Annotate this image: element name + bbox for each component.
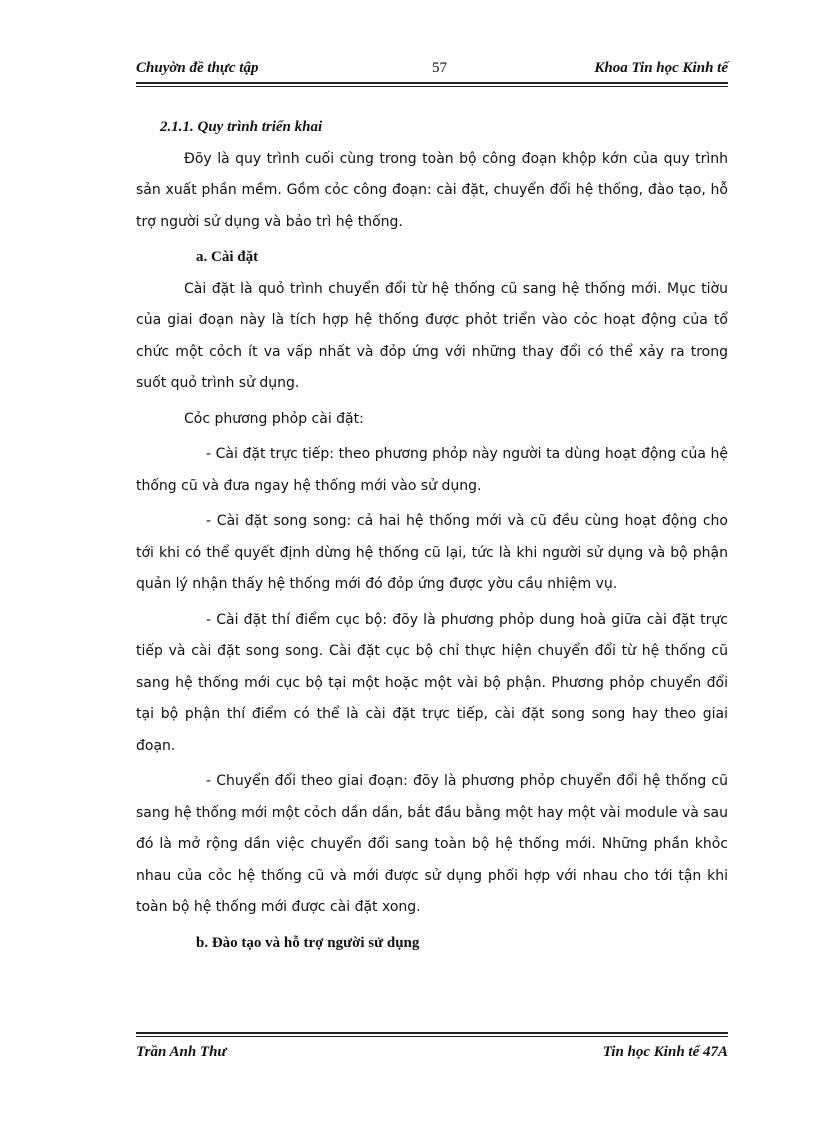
- header-course-title: Chuyờn đề thực tập: [136, 60, 259, 76]
- page-content: [136, 112, 728, 959]
- footer-class: Tin học Kinh tế 47A: [602, 1044, 728, 1060]
- subsection-b-title: b. Đào tạo và hỗ trợ người sử dụng: [196, 934, 420, 951]
- footer-author: Trần Anh Thư: [136, 1044, 227, 1060]
- footer-rule-thin: [136, 1036, 728, 1037]
- method-item-direct: - Cài đặt trực tiếp: theo phương phỏp này người ta dùng hoạt động của hệ thống cũ và đưa ngay hệ thống mới vào sử dụng.: [136, 446, 728, 494]
- header-rule-thick: [136, 82, 728, 84]
- page-footer: [136, 1044, 728, 1066]
- section-title: 2.1.1. Quy trình triển khai: [160, 119, 323, 135]
- method-item-pilot: - Cài đặt thí điểm cục bộ: đõy là phương phỏp dung hoà giữa cài đặt trực tiếp và cài đặt song song. Cài đặt cục bộ chỉ thực hiện chuyển đổi từ hệ thống cũ sang hệ thống mới cục bộ tại một hoặc một vài bộ phận. Phương phỏp chuyển đổi tại bộ phận thí điểm có thể là cài đặt trực tiếp, cài đặt song song hay theo giai đoạn.: [136, 611, 728, 754]
- footer-rule-thick: [136, 1032, 728, 1034]
- methods-intro: Cỏc phương phỏp cài đặt:: [184, 410, 364, 427]
- subsection-a-paragraph: Cài đặt là quỏ trình chuyển đổi từ hệ thống cũ sang hệ thống mới. Mục tiờu của giai đoạn này là tích hợp hệ thống được phỏt triển vào cỏc hoạt động của tổ chức một cỏch ít va vấp nhất và đỏp ứng với những thay đổi có thể xảy ra trong suốt quỏ trình sử dụng.: [136, 280, 728, 391]
- method-item-phased: - Chuyển đổi theo giai đoạn: đõy là phương phỏp chuyển đổi hệ thống cũ sang hệ thống mới một cỏch dần dần, bắt đầu bằng một hay một vài module và sau đó là mở rộng dần việc chuyển đổi sang toàn bộ hệ thống mới. Những phần khỏc nhau của cỏc hệ thống cũ và mới được sử dụng phối hợp với nhau cho tới tận khi toàn bộ hệ thống mới được cài đặt xong.: [136, 773, 728, 915]
- section-intro: Đõy là quy trình cuối cùng trong toàn bộ công đoạn khộp kớn của quy trình sản xuất phần mềm. Gồm cỏc công đoạn: cài đặt, chuyển đổi hệ thống, đào tạo, hỗ trợ người sử dụng và bảo trì hệ thống.: [136, 150, 728, 230]
- page-number: 57: [432, 60, 447, 76]
- method-item-parallel: - Cài đặt song song: cả hai hệ thống mới và cũ đều cùng hoạt động cho tới khi có thể quyết định dừng hệ thống cũ lại, tức là khi người sử dụng và bộ phận quản lý nhận thấy hệ thống mới đó đỏp ứng được yờu cầu nhiệm vụ.: [136, 513, 728, 592]
- header-rule-thin: [136, 86, 728, 87]
- subsection-a-title: a. Cài đặt: [196, 249, 259, 265]
- header-faculty: Khoa Tin học Kinh tế: [594, 60, 728, 76]
- page-header: [136, 58, 728, 82]
